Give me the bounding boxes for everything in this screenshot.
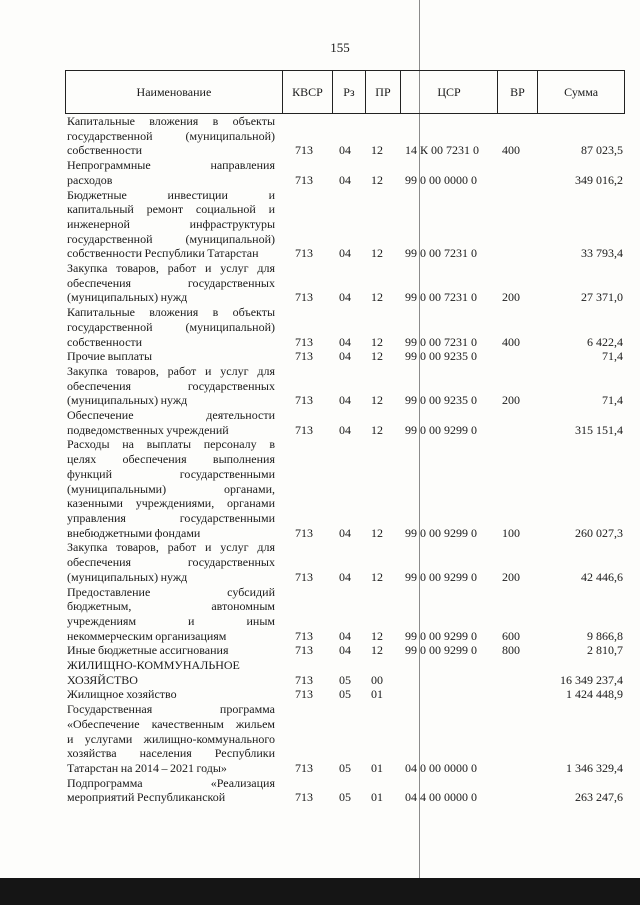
row-rz: 04 (339, 525, 351, 540)
row-sum: 71,4 (602, 349, 623, 364)
row-kvsr: 713 (295, 334, 313, 349)
row-csr: 99 0 00 9299 0 (405, 569, 477, 584)
row-pr: 12 (371, 569, 383, 584)
row-name (67, 114, 275, 158)
header-rz: Рз (332, 71, 365, 113)
row-pr: 12 (371, 643, 383, 658)
row-name-line: собственности (67, 143, 143, 158)
row-sum: 1 424 448,9 (566, 687, 623, 702)
row-rz: 05 (339, 672, 351, 687)
row-rz: 04 (339, 334, 351, 349)
row-csr: 99 0 00 0000 0 (405, 172, 477, 187)
row-sum: 33 793,4 (581, 246, 623, 261)
row-name-line: учреждениям и иным (67, 613, 275, 628)
row-name-line: Иные бюджетные ассигнования (67, 643, 229, 658)
table-row (67, 540, 625, 584)
row-kvsr: 713 (295, 672, 313, 687)
row-name-line: Подпрограмма «Реализация (67, 775, 275, 790)
row-name-line: Закупка товаров, работ и услуг для (67, 261, 275, 276)
row-name (67, 437, 275, 540)
row-name-line: и услугами жилищно-коммунального (67, 731, 275, 746)
row-sum: 315 151,4 (575, 422, 623, 437)
row-pr: 12 (371, 290, 383, 305)
row-name-line: хозяйства населения Республики (67, 746, 275, 761)
row-sum: 260 027,3 (575, 525, 623, 540)
row-pr: 12 (371, 172, 383, 187)
row-rz: 04 (339, 349, 351, 364)
row-pr: 12 (371, 422, 383, 437)
row-pr: 01 (371, 790, 383, 805)
row-name-line: собственности Республики Татарстан (67, 246, 259, 261)
row-vr: 800 (502, 643, 520, 658)
table-row (67, 261, 625, 305)
header-name: Наименование (136, 84, 212, 99)
row-name-line: Расходы на выплаты персоналу в (67, 437, 275, 452)
row-pr: 12 (371, 143, 383, 158)
row-kvsr: 713 (295, 525, 313, 540)
row-name-line: государственной (муниципальной) (67, 231, 275, 246)
header-pr: ПР (365, 71, 401, 113)
row-csr: 99 0 00 7231 0 (405, 334, 477, 349)
row-kvsr: 713 (295, 760, 313, 775)
row-csr: 14 К 00 7231 0 (405, 143, 480, 158)
row-name (67, 188, 275, 262)
row-name-line: бюджетным, автономным (67, 599, 275, 614)
table-row (67, 643, 625, 658)
header-csr: ЦСР (400, 71, 497, 113)
row-pr: 00 (371, 672, 383, 687)
table-body (67, 114, 625, 805)
header-kvsr: КВСР (282, 71, 332, 113)
row-csr: 04 0 00 0000 0 (405, 760, 477, 775)
row-name-line: Жилищное хозяйство (67, 687, 177, 702)
row-name-line: ЖИЛИЩНО-КОММУНАЛЬНОЕ (67, 658, 240, 673)
row-name-line: Капитальные вложения в объекты (67, 305, 275, 320)
row-rz: 04 (339, 172, 351, 187)
row-name-line: управления государственными (67, 510, 275, 525)
row-sum: 16 349 237,4 (560, 672, 623, 687)
row-vr: 100 (502, 525, 520, 540)
row-name-line: (муниципальных) нужд (67, 393, 188, 408)
row-name-line: казенными учреждениями, органами (67, 496, 275, 511)
row-rz: 05 (339, 790, 351, 805)
table-row (67, 349, 625, 364)
row-pr: 12 (371, 349, 383, 364)
row-name-line: (муниципальных) нужд (67, 290, 188, 305)
row-kvsr: 713 (295, 143, 313, 158)
table-row (67, 585, 625, 644)
row-csr: 99 0 00 7231 0 (405, 246, 477, 261)
row-csr: 99 0 00 9235 0 (405, 393, 477, 408)
row-kvsr: 713 (295, 290, 313, 305)
row-name-line: некоммерческим организациям (67, 628, 227, 643)
row-name-line: государственной (муниципальной) (67, 128, 275, 143)
row-name-line: Татарстан на 2014 – 2021 годы» (67, 760, 227, 775)
row-name-line: Непрограммные направления (67, 158, 275, 173)
row-name-line: (муниципальными) органами, (67, 481, 275, 496)
row-kvsr: 713 (295, 643, 313, 658)
table-row (67, 658, 625, 687)
row-pr: 12 (371, 334, 383, 349)
row-rz: 04 (339, 628, 351, 643)
row-name-line: «Обеспечение качественным жильем (67, 716, 275, 731)
table-row (67, 114, 625, 158)
header-sum: Сумма (537, 71, 624, 113)
table-row (67, 408, 625, 437)
row-kvsr: 713 (295, 790, 313, 805)
row-sum: 9 866,8 (587, 628, 623, 643)
row-vr: 200 (502, 393, 520, 408)
table-header (65, 70, 625, 114)
row-name (67, 687, 275, 702)
row-pr: 12 (371, 628, 383, 643)
row-rz: 05 (339, 760, 351, 775)
row-name (67, 349, 275, 364)
row-pr: 01 (371, 760, 383, 775)
row-name-line: Капитальные вложения в объекты (67, 114, 275, 128)
row-sum: 71,4 (602, 393, 623, 408)
row-vr: 600 (502, 628, 520, 643)
row-kvsr: 713 (295, 687, 313, 702)
row-name (67, 658, 275, 687)
row-sum: 263 247,6 (575, 790, 623, 805)
table-row (67, 305, 625, 349)
row-pr: 12 (371, 393, 383, 408)
row-name-line: обеспечения государственных (67, 275, 275, 290)
row-name-line: Обеспечение деятельности (67, 408, 275, 423)
row-name-line: инженерной инфраструктуры (67, 216, 275, 231)
row-name (67, 158, 275, 187)
row-sum: 2 810,7 (587, 643, 623, 658)
table-row (67, 437, 625, 540)
row-name-line: капитальный ремонт социальной и (67, 202, 275, 217)
row-name (67, 540, 275, 584)
row-kvsr: 713 (295, 422, 313, 437)
row-rz: 04 (339, 290, 351, 305)
row-name (67, 643, 275, 658)
row-name-line: функций государственными (67, 466, 275, 481)
row-name (67, 776, 275, 805)
row-name (67, 408, 275, 437)
row-rz: 04 (339, 393, 351, 408)
row-pr: 01 (371, 687, 383, 702)
row-csr: 99 0 00 7231 0 (405, 290, 477, 305)
row-kvsr: 713 (295, 172, 313, 187)
row-rz: 04 (339, 569, 351, 584)
row-vr: 200 (502, 290, 520, 305)
row-name-line: Закупка товаров, работ и услуг для (67, 540, 275, 555)
row-csr: 99 0 00 9299 0 (405, 422, 477, 437)
row-sum: 87 023,5 (581, 143, 623, 158)
row-kvsr: 713 (295, 628, 313, 643)
table-row (67, 158, 625, 187)
scan-bottom-edge (0, 878, 640, 905)
row-rz: 04 (339, 422, 351, 437)
row-name-line: обеспечения государственных (67, 378, 275, 393)
row-kvsr: 713 (295, 349, 313, 364)
row-kvsr: 713 (295, 569, 313, 584)
row-name-line: мероприятий Республиканской (67, 790, 226, 805)
row-name (67, 261, 275, 305)
header-vr: ВР (497, 71, 537, 113)
row-name-line: Государственная программа (67, 702, 275, 717)
row-pr: 12 (371, 525, 383, 540)
row-csr: 99 0 00 9299 0 (405, 628, 477, 643)
row-vr: 200 (502, 569, 520, 584)
row-sum: 1 346 329,4 (566, 760, 623, 775)
row-name (67, 585, 275, 644)
row-name-line: ХОЗЯЙСТВО (67, 672, 138, 687)
row-rz: 04 (339, 246, 351, 261)
row-rz: 04 (339, 143, 351, 158)
row-vr: 400 (502, 143, 520, 158)
row-vr: 400 (502, 334, 520, 349)
table-row (67, 702, 625, 776)
table-row (67, 776, 625, 805)
row-sum: 42 446,6 (581, 569, 623, 584)
row-csr: 99 0 00 9299 0 (405, 643, 477, 658)
row-name (67, 702, 275, 776)
row-csr: 04 4 00 0000 0 (405, 790, 477, 805)
table-row (67, 687, 625, 702)
row-name-line: государственной (муниципальной) (67, 319, 275, 334)
row-name-line: (муниципальных) нужд (67, 569, 188, 584)
row-name-line: Предоставление субсидий (67, 584, 275, 599)
table-row (67, 188, 625, 262)
page-number: 155 (330, 40, 350, 55)
row-csr: 99 0 00 9235 0 (405, 349, 477, 364)
row-sum: 27 371,0 (581, 290, 623, 305)
row-name-line: расходов (67, 172, 113, 187)
row-csr: 99 0 00 9299 0 (405, 525, 477, 540)
row-rz: 04 (339, 643, 351, 658)
row-sum: 349 016,2 (575, 172, 623, 187)
row-name-line: собственности (67, 334, 143, 349)
row-pr: 12 (371, 246, 383, 261)
row-name (67, 305, 275, 349)
row-name-line: Бюджетные инвестиции и (67, 187, 275, 202)
row-name-line: внебюджетными фондами (67, 525, 201, 540)
row-name (67, 364, 275, 408)
row-kvsr: 713 (295, 393, 313, 408)
row-rz: 05 (339, 687, 351, 702)
row-name-line: подведомственных учреждений (67, 422, 229, 437)
table-row (67, 364, 625, 408)
row-name-line: Закупка товаров, работ и услуг для (67, 363, 275, 378)
row-name-line: целях обеспечения выполнения (67, 452, 275, 467)
row-name-line: Прочие выплаты (67, 349, 153, 364)
row-sum: 6 422,4 (587, 334, 623, 349)
row-kvsr: 713 (295, 246, 313, 261)
row-name-line: обеспечения государственных (67, 555, 275, 570)
